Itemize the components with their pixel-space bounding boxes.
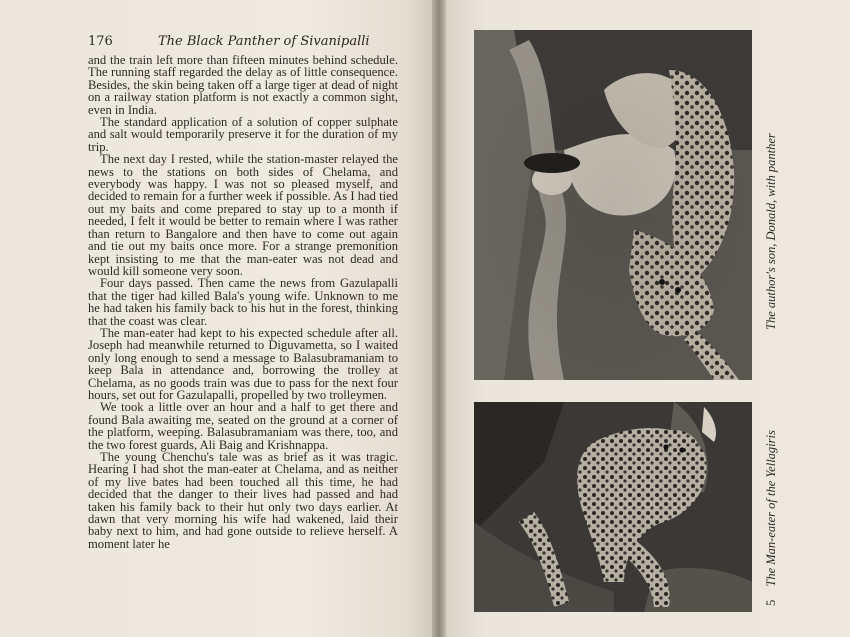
- paragraph: The man-eater had kept to his expected schedule after all. Joseph had meanwhile returned to Diguvametta, so I waited only long enough to send a message to Balasubramaniam to keep Bala in attendance and, borrowing the trolley at Chelama, as no goods train was due to pass for the next four hours, set out for Gazulapalli, propelled by two trolleymen.: [88, 325, 398, 402]
- page-number: 176: [88, 34, 113, 49]
- plate-caption-text: The Man-eater of the Yellagiris: [764, 430, 778, 587]
- photo-man-eater: [474, 402, 752, 612]
- body-text: [88, 54, 398, 550]
- paragraph: The young Chenchu's tale was as brief as it was tragic. Hearing I had shot the man-eater at Chelama, and as neither of my live bates had been touched all this time, he had decided that the danger to their lives had passed and had taken his family back to their hut only two days earlier. At dawn that very morning his wife had wakened, laid their baby next to him, and had gone outside to relieve herself. A moment later he: [88, 450, 398, 551]
- book-gutter: [432, 0, 446, 637]
- photo-man-eater-image: [474, 402, 752, 612]
- running-head: The Black Panther of Sivanipalli: [158, 34, 370, 49]
- paragraph: The next day I rested, while the station-master relayed the news to the stations on both sides of Chelama, and everybody was happy. I was not so pleased myself, and decided to remain for a further week if possible. As I had tied out my baits and come prepared to stay up to a month if needed, I felt it would be better to remain where I was rather than return to Bangalore and then have to come out again and tie out my baits once more. For a strange premonition kept insisting to me that the man-eater was not dead and would kill someone very soon.: [88, 152, 398, 278]
- photo-man-with-panther-image: [474, 30, 752, 380]
- paragraph: We took a little over an hour and a half to get there and found Bala awaiting me, seated on the ground at a corner of the platform, weeping. Balasubramaniam was there, too, and the two forest guards, Ali Baig and Krishnappa.: [88, 400, 398, 452]
- photo-caption-top: The author's son, Donald, with panther: [764, 133, 778, 330]
- paragraph: Four days passed. Then came the news from Gazulapalli that the tiger had killed Bala's young wife. Unknown to me he had taken his family back to his hut in the forest, thinking that the coast was clear.: [88, 276, 398, 328]
- photo-caption-bottom: [764, 430, 779, 606]
- photo-man-with-panther: [474, 30, 752, 380]
- plate-number: 5: [764, 599, 778, 606]
- paragraph: and the train left more than fifteen minutes behind schedule. The running staff regarded the delay as of little consequence. Besides, the skin being taken off a large tiger at dead of night on a railway station platform is not exactly a common sight, even in India.: [88, 53, 398, 117]
- page-header: [88, 34, 408, 52]
- paragraph: The standard application of a solution of copper sulphate and salt would temporarily preserve it for the duration of my trip.: [88, 115, 398, 154]
